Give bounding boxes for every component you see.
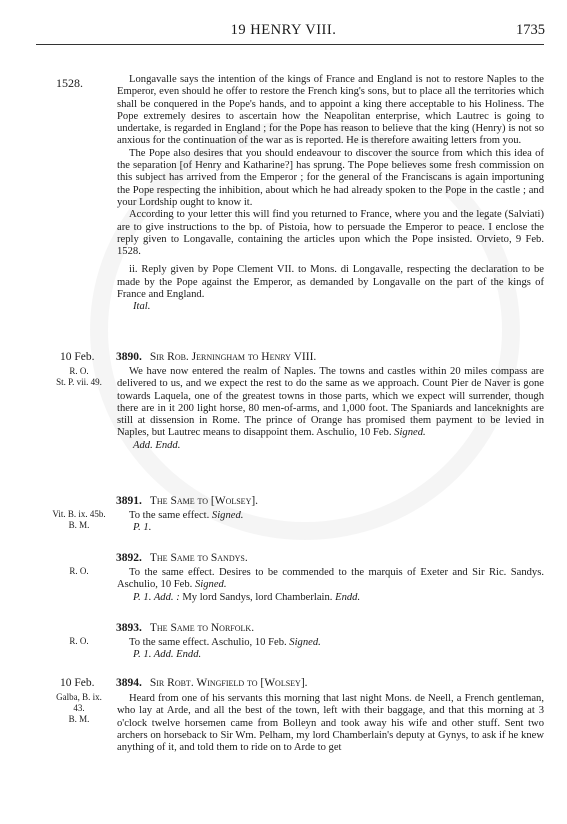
source-ref-line: Galba, B. ix. — [56, 692, 102, 702]
intro-sub-meta: Ital. — [133, 301, 151, 313]
entry-title: Sir Rob. Jerningham to Henry VIII. — [149, 351, 317, 363]
entry-signed: Signed. — [394, 427, 426, 439]
source-ref-line: 43. — [73, 703, 85, 713]
entry-heading — [116, 622, 254, 634]
running-header-title: 19 HENRY VIII. — [230, 22, 337, 38]
entry-heading — [116, 677, 308, 689]
source-ref-line: B. M. — [68, 714, 90, 724]
entry-source-ref — [46, 636, 112, 647]
entry-meta: P. 1. — [133, 522, 152, 534]
entry-title: The Same to Norfolk. — [149, 622, 255, 634]
entry-source-ref — [46, 366, 112, 388]
entry-body — [117, 510, 544, 535]
source-ref-line: Vit. B. ix. 45b. — [52, 509, 106, 519]
entry-number: 3891. — [116, 495, 142, 507]
entry-title: The Same to Sandys. — [149, 552, 248, 564]
entry-body — [117, 693, 544, 754]
entry-meta — [117, 592, 544, 604]
entry-body — [117, 637, 544, 662]
entry-signed: Signed. — [195, 579, 227, 591]
meta-address: My lord Sandys, lord Chamberlain. — [182, 591, 333, 603]
source-ref-line: R. O. — [69, 366, 89, 376]
entry-meta: Add. Endd. — [133, 439, 181, 451]
source-ref-line: R. O. — [69, 636, 89, 646]
entry-number: 3894. — [116, 677, 142, 689]
entry-number: 3893. — [116, 622, 142, 634]
entry-heading — [116, 552, 248, 564]
entry-title: Sir Robt. Wingfield to [Wolsey]. — [149, 677, 308, 689]
entry-text: Heard from one of his servants this morning that last night Mons. de Neell, a French gentleman, who lay at Arde, and all the best of the town, left with their baggage, and that this morning at 3 o'clock twelve horsemen came from Bolleyn and took away his wife and other stuff. Sent two archers on horseback to Sir Wm. Pelham, my lord Chamberlain's deputy at Gynys, to ask if he knew anything of it, and told them to ride on to Arde to get — [117, 693, 544, 754]
entry-body — [117, 567, 544, 604]
entry-signed: Signed. — [289, 637, 321, 648]
source-ref-line: B. M. — [68, 520, 90, 530]
entry-heading — [116, 351, 316, 363]
year-label: 1528. — [56, 76, 83, 90]
intro-paragraph: According to your letter this will find you returned to France, where you and the legate (Salviati) are to give instructions to the bp. of Pistoia, how to persuade the Emperor to peace. I enclose the reply given to Longavalle, containing the articles upon which the Pope insisted. Orvieto, 9 Feb. 1528. — [117, 209, 544, 258]
entry-date: 10 Feb. — [60, 677, 95, 689]
entry-text: To the same effect. Desires to be commended to the marquis of Exeter and Sir Ric. Sandys. Aschulio, 10 Feb. — [117, 567, 544, 591]
header-rule — [36, 44, 544, 45]
meta-pages: P. 1. — [133, 591, 152, 603]
source-ref-line: St. P. vii. 49. — [56, 377, 102, 387]
intro-text — [117, 74, 544, 314]
meta-address-label: Add. : — [153, 591, 180, 603]
entry-text: We have now entered the realm of Naples. The towns and castles within 20 miles compass are delivered to us, and we expect the rest to do the same as we approach. Count Pier de Naver is gone towards Laquela, one of the greatest towns in those parts, which we expect will surrender, though there are in it 200 light horse, 80 men-of-arms, and 1,000 foot. The Spaniards and lanceknights are still at dissension in Rome. The prince of Orange has promised them payment to be levied in Naples, but Lautrec means to disappoint them. Aschulio, 10 Feb. — [117, 366, 544, 439]
source-ref-line: R. O. — [69, 566, 89, 576]
entry-signed: Signed. — [211, 510, 244, 521]
intro-paragraph: The Pope also desires that you should endeavour to discover the source from which this idea of the separation [of Henry and Katharine?] has sprung. The Pope believes some fresh commission on this subject has arrived from the Emperor ; for the general of the Franciscans is again importuning the Pope respecting the inhibition, about which he had already spoken to the Pope in the castle ; and your Lordship ought to know it. — [117, 147, 544, 208]
entry-source-ref — [46, 692, 112, 725]
entry-number: 3892. — [116, 552, 142, 564]
entry-heading — [116, 495, 258, 507]
entry-text: To the same effect. Aschulio, 10 Feb. — [129, 637, 287, 648]
intro-paragraph: Longavalle says the intention of the kings of France and England is not to restore Naples to the Emperor, even should he offer to restore the French king's sons, but to place all the territories which shall be conquered in the Pope's hands, and to appoint a king there acceptable to his Holiness. The Pope extremely desires to ascertain how the Neapolitan enterprise, which Lautrec is going to undertake, is regarded in England ; for the Pope has reason to believe that the king (Henry) is not so anxious for the continuation of the war as is reported. He is therefore awaiting letters from you. — [117, 74, 544, 147]
entry-source-ref — [46, 509, 112, 531]
entry-text: To the same effect. — [129, 510, 210, 521]
entry-title: The Same to [Wolsey]. — [149, 495, 259, 507]
intro-sub-paragraph: ii. Reply given by Pope Clement VII. to Mons. di Longavalle, respecting the declaration to be made by the Pope against the Emperor, as demanded by Longavalle on the part of the kings of France and England. — [117, 264, 544, 301]
page-number: 1735 — [516, 22, 545, 38]
entry-source-ref — [46, 566, 112, 577]
meta-endorsed: Endd. — [335, 591, 361, 603]
entry-meta: P. 1. Add. Endd. — [133, 649, 202, 661]
entry-number: 3890. — [116, 351, 142, 363]
entry-body — [117, 366, 544, 452]
entry-date: 10 Feb. — [60, 351, 95, 363]
